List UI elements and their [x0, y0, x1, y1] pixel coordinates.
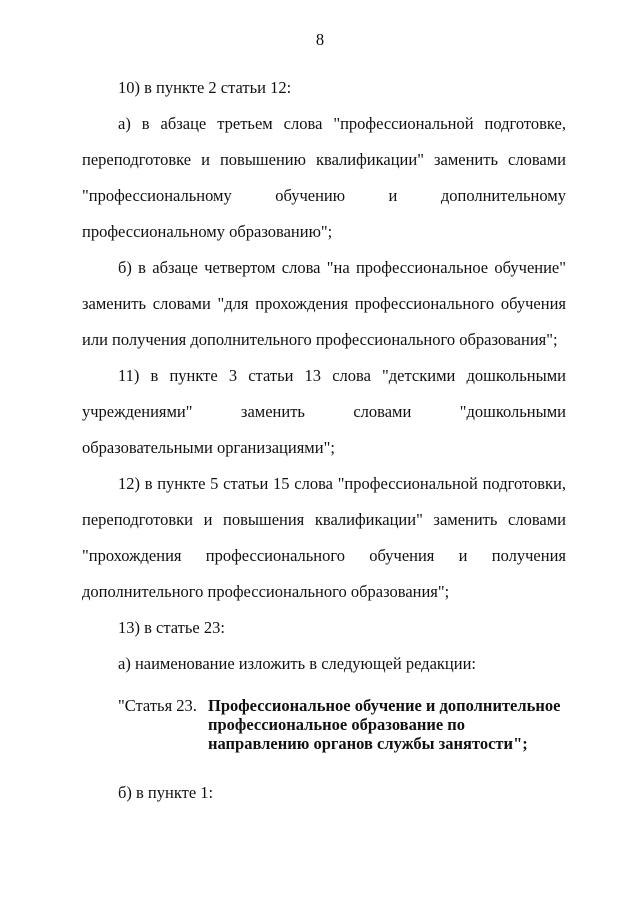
paragraph-item-10b: б) в абзаце четвертом слова "на профессиональное обучение" заменить словами "для прохождения профессионального обучения или получения дополнительного профессионального образования"; — [82, 258, 566, 349]
article-title-block — [208, 696, 566, 753]
paragraph-item-11: 11) в пункте 3 статьи 13 слова "детскими дошкольными учреждениями" заменить словами "дошкольными образовательными организациями"; — [82, 366, 566, 457]
paragraph-item-12: 12) в пункте 5 статьи 15 слова "профессиональной подготовки, переподготовки и повышения квалификации" заменить словами "прохождения профессионального обучения и получения дополнительного профессионального образования"; — [82, 474, 566, 601]
article-title: Профессиональное обучение и дополнительное профессиональное образование по направлению органов службы занятости — [208, 696, 561, 753]
page-number: 8 — [315, 30, 325, 49]
article-closing: "; — [513, 734, 528, 753]
paragraph-item-10: 10) в пункте 2 статьи 12: — [118, 78, 292, 97]
paragraph-item-13a: а) наименование изложить в следующей редакции: — [118, 654, 476, 673]
document-body — [82, 70, 566, 811]
article-heading — [118, 696, 566, 753]
article-label: "Статья 23. — [118, 696, 197, 715]
paragraph-item-10a: а) в абзаце третьем слова "профессиональной подготовке, переподготовке и повышению квалификации" заменить словами "профессиональному обучению и дополнительному профессиональному образованию"; — [82, 114, 566, 241]
paragraph-item-13: 13) в статье 23: — [118, 618, 225, 637]
paragraph-item-13b: б) в пункте 1: — [118, 783, 214, 802]
